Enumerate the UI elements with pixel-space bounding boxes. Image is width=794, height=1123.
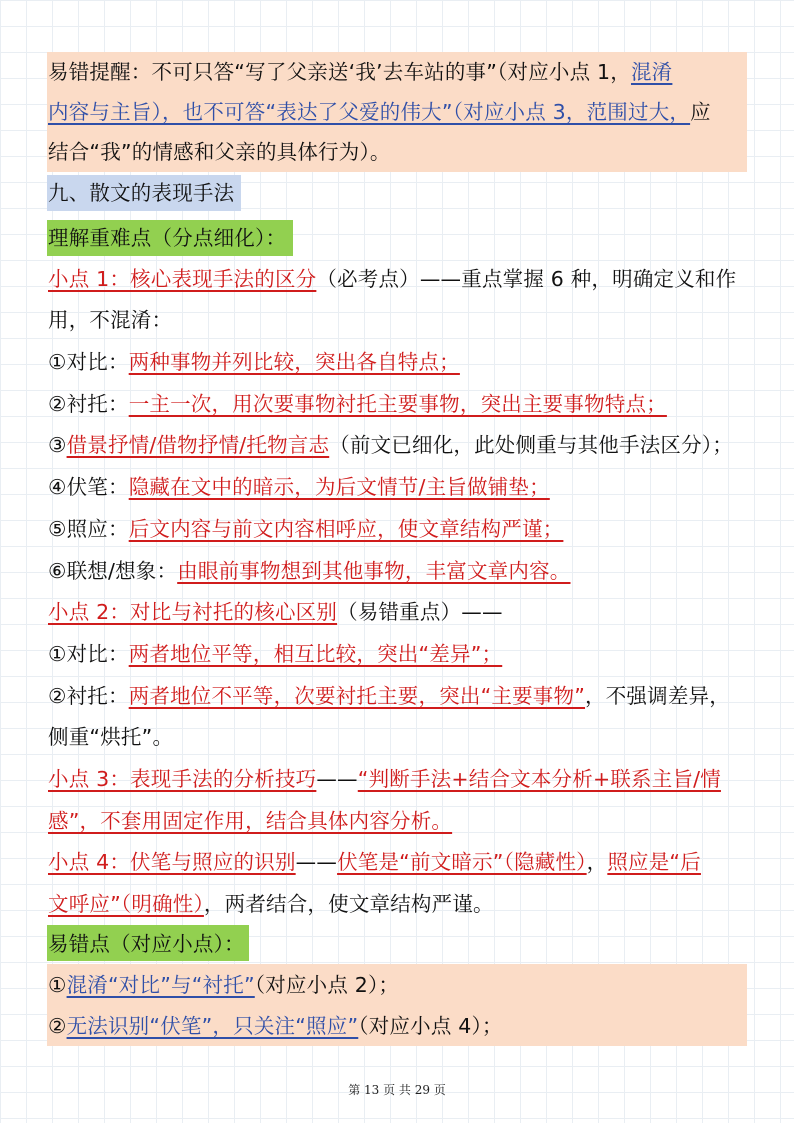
section-title: 九、散文的表现手法 (48, 181, 235, 205)
mistake-num: ② (48, 1014, 67, 1038)
point1-suffix: （必考点）——重点掌握 6 种，明确定义和作 (316, 267, 737, 291)
point1-item (48, 514, 563, 544)
point4-comma: ， (586, 850, 608, 874)
warning-text: 应 (690, 100, 711, 124)
item-label: ④伏笔： (48, 475, 129, 499)
point4-dash: —— (295, 850, 338, 874)
point1-title: 小点 1：核心表现手法的区分 (48, 267, 317, 291)
point2-suffix: （易错重点）—— (337, 600, 503, 624)
mistake-text: 无法识别“伏笔”，只关注“照应” (66, 1014, 359, 1038)
point1-item (48, 430, 733, 460)
point1-item (48, 472, 550, 502)
point2-title: 小点 2：对比与衬托的核心区别 (48, 600, 338, 624)
mistake-ref: （对应小点 2）； (254, 973, 400, 997)
point3-cont (48, 806, 452, 836)
point1-cont: 用，不混淆： (48, 308, 173, 332)
point4-rest: ，两者结合，使文章结构严谨。 (203, 892, 494, 916)
warning-text: 易错提醒：不可只答“写了父亲送‘我’去车站的事”（对应小点 1， (48, 60, 631, 84)
warning-line-2 (48, 97, 711, 127)
mistake-item (48, 970, 399, 1000)
point4-text: 伏笔是“前文暗示”（隐藏性） (337, 850, 587, 874)
warning-line-1 (48, 57, 672, 87)
warning-text-blue: 混淆 (630, 60, 673, 84)
point4-title: 小点 4：伏笔与照应的识别 (48, 850, 296, 874)
item-text: 两者地位平等，相互比较，突出“差异”； (128, 642, 503, 666)
item-label: ⑤照应： (48, 517, 129, 541)
point3-text: 感”，不套用固定作用，结合具体内容分析。 (48, 809, 453, 833)
warning-text-blue: 内容与主旨），也不可答“表达了父爱的伟大”（对应小点 3，范围过大， (48, 100, 691, 124)
item-label: ③ (48, 433, 67, 457)
point1-item (48, 347, 460, 377)
item-text: 两种事物并列比较，突出各自特点； (128, 350, 460, 374)
item-label: ①对比： (48, 642, 129, 666)
item-rest: ，不强调差异， (585, 684, 730, 708)
item-text: 隐藏在文中的暗示，为后文情节/主旨做铺垫； (128, 475, 550, 499)
mistake-num: ① (48, 973, 67, 997)
point4-text: 文呼应”（明确性） (48, 892, 204, 916)
item-text: 后文内容与前文内容相呼应，使文章结构严谨； (128, 517, 564, 541)
item-label: ①对比： (48, 350, 129, 374)
item-text: 借景抒情/借物抒情/托物言志 (66, 433, 330, 457)
point3-dash: —— (316, 767, 358, 791)
understand-heading: 理解重难点（分点细化）： (48, 226, 287, 250)
point2-item (48, 681, 730, 711)
point4-title-line (48, 847, 701, 877)
point4-cont (48, 889, 494, 919)
point3-title: 小点 3：表现手法的分析技巧 (48, 767, 317, 791)
point2-item-cont: 侧重“烘托”。 (48, 725, 174, 749)
item-label: ⑥联想/想象： (48, 559, 178, 583)
item-text: 一主一次，用次要事物衬托主要事物，突出主要事物特点； (128, 392, 667, 416)
warning-text: 结合“我”的情感和父亲的具体行为）。 (48, 140, 391, 164)
mistakes-heading: 易错点（对应小点）： (48, 932, 245, 956)
page-footer: 第 13 页 共 29 页 (348, 1083, 446, 1097)
point4-text: 照应是“后 (607, 850, 701, 874)
warning-line-3 (48, 137, 391, 167)
item-label: ②衬托： (48, 392, 129, 416)
item-label: ②衬托： (48, 684, 129, 708)
item-text: 两者地位不平等，次要衬托主要，突出“主要事物” (128, 684, 586, 708)
mistake-text: 混淆“对比”与“衬托” (66, 973, 255, 997)
point2-title-line (48, 597, 503, 627)
point3-text: “判断手法+结合文本分析+联系主旨/情 (357, 767, 721, 791)
point1-item (48, 389, 667, 419)
point3-title-line (48, 764, 721, 794)
point2-item (48, 639, 502, 669)
point1-title-line (48, 264, 736, 294)
point1-item (48, 556, 571, 586)
item-text: 由眼前事物想到其他事物，丰富文章内容。 (177, 559, 571, 583)
item-note: （前文已细化，此处侧重与其他手法区分）； (329, 433, 733, 457)
mistake-item (48, 1011, 503, 1041)
mistake-ref: （对应小点 4）； (358, 1014, 503, 1038)
